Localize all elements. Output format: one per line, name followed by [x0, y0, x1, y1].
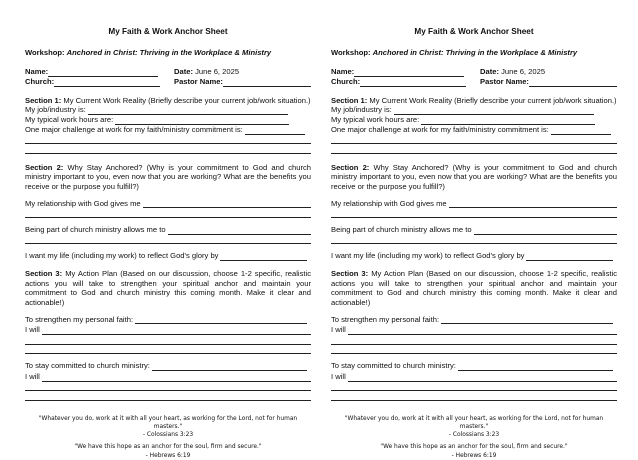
workshop-label: Workshop: [331, 47, 371, 57]
ministry-commit-label: To stay committed to church ministry: [331, 361, 456, 371]
quote-colossians: "Whatever you do, work at it with all your heart, as working for the Lord, not for human masters." [344, 415, 604, 430]
job-industry-field[interactable] [394, 107, 594, 115]
section-2-label: Section 2: [331, 162, 370, 172]
personal-faith-label: To strengthen my personal faith: [25, 314, 134, 324]
answer-line[interactable] [331, 135, 617, 145]
date-value: June 6, 2025 [195, 67, 240, 77]
answer-line[interactable] [331, 335, 617, 345]
quote-colossians-ref: - Colossians 3:23 [448, 432, 500, 439]
work-hours-field[interactable] [115, 117, 289, 125]
name-field[interactable] [354, 69, 464, 77]
church-label: Church: [25, 76, 55, 86]
ministry-commit-label: To stay committed to church ministry: [25, 361, 150, 371]
church-field[interactable] [360, 79, 466, 87]
workshop-name: Anchored in Christ: Thriving in the Workplace & Ministry [372, 47, 578, 57]
name-field[interactable] [48, 69, 158, 77]
answer-line[interactable] [25, 235, 311, 245]
personal-faith-field[interactable] [135, 316, 307, 324]
scripture-quotes [25, 415, 311, 460]
section-1 [25, 96, 311, 154]
section-3 [331, 269, 617, 308]
section-3-text: My Action Plan (Based on our discussion, choose 1-2 specific, realistic actions you will take to strengthen your spiritual anchor and maintain your commitment to God and church ministry this coming month. Make it clear and actionable!) [331, 268, 617, 307]
church-pastor-row [25, 77, 311, 87]
section-2 [331, 163, 617, 192]
section-1-text: My Current Work Reality (Briefly describe your current job/work situation.) [63, 95, 311, 105]
personal-faith-label: To strengthen my personal faith: [331, 314, 440, 324]
will-field[interactable] [348, 374, 617, 382]
answer-line[interactable] [25, 391, 311, 401]
relationship-god-label: My relationship with God gives me [331, 198, 447, 208]
quote-colossians-ref: - Colossians 3:23 [142, 432, 194, 439]
pastor-field[interactable] [529, 79, 617, 87]
reflect-glory-label: I want my life (including my work) to reflect God's glory by [25, 251, 219, 261]
answer-line[interactable] [25, 345, 311, 355]
answer-line[interactable] [331, 391, 617, 401]
job-industry-field[interactable] [88, 107, 288, 115]
section-1 [331, 96, 617, 154]
date-label: Date: [480, 67, 499, 77]
will-field[interactable] [42, 374, 311, 382]
name-label: Name: [331, 67, 355, 77]
church-ministry-label: Being part of church ministry allows me to [25, 224, 166, 234]
anchor-sheet-right [331, 0, 617, 459]
personal-faith-field[interactable] [441, 316, 613, 324]
will-label: I will [331, 325, 346, 335]
date-label: Date: [174, 67, 193, 77]
church-pastor-row [331, 77, 617, 87]
ministry-commit-field[interactable] [152, 363, 307, 371]
section-1-label: Section 1: [25, 95, 62, 105]
answer-line[interactable] [25, 335, 311, 345]
section-1-text: My Current Work Reality (Briefly describe your current job/work situation.) [369, 95, 617, 105]
job-industry-label: My job/industry is: [25, 105, 86, 115]
answer-line[interactable] [25, 208, 311, 218]
will-label: I will [331, 371, 346, 381]
name-label: Name: [25, 67, 49, 77]
work-hours-label: My typical work hours are: [25, 115, 114, 125]
work-hours-field[interactable] [421, 117, 595, 125]
church-ministry-label: Being part of church ministry allows me to [331, 224, 472, 234]
reflect-glory-field[interactable] [526, 253, 613, 261]
section-2-text: Why Stay Anchored? (Why is your commitment to God and church ministry important to you, even now that you are working? What are the benefits you receive or the purpose you fulfill?) [25, 162, 311, 191]
quote-hebrews-ref: - Hebrews 6:19 [145, 452, 191, 459]
section-2-label: Section 2: [25, 162, 64, 172]
church-field[interactable] [54, 79, 160, 87]
sheet-title: My Faith & Work Anchor Sheet [414, 27, 534, 36]
reflect-glory-field[interactable] [220, 253, 307, 261]
relationship-god-field[interactable] [143, 200, 311, 208]
scripture-quotes [331, 415, 617, 460]
answer-line[interactable] [25, 382, 311, 392]
answer-line[interactable] [25, 135, 311, 145]
pastor-label: Pastor Name: [174, 76, 223, 86]
answer-line[interactable] [25, 144, 311, 154]
workshop-name: Anchored in Christ: Thriving in the Workplace & Ministry [66, 47, 272, 57]
section-3-text: My Action Plan (Based on our discussion, choose 1-2 specific, realistic actions you will take to strengthen your spiritual anchor and maintain your commitment to God and church ministry this coming month. Make it clear and actionable!) [25, 268, 311, 307]
challenge-label: One major challenge at work for my faith/ministry commitment is: [331, 124, 549, 134]
church-label: Church: [331, 76, 361, 86]
anchor-sheet-left [25, 0, 311, 459]
quote-hebrews-ref: - Hebrews 6:19 [451, 452, 497, 459]
ministry-commit-field[interactable] [458, 363, 613, 371]
quote-hebrews: "We have this hope as an anchor for the soul, firm and secure." [380, 444, 568, 451]
challenge-field[interactable] [551, 127, 611, 135]
workshop-line [25, 48, 311, 58]
challenge-label: One major challenge at work for my faith/ministry commitment is: [25, 124, 243, 134]
pastor-label: Pastor Name: [480, 76, 529, 86]
answer-line[interactable] [331, 382, 617, 392]
quote-hebrews: "We have this hope as an anchor for the soul, firm and secure." [74, 444, 262, 451]
section-2 [25, 163, 311, 192]
answer-line[interactable] [331, 144, 617, 154]
will-label: I will [25, 325, 40, 335]
date-value: June 6, 2025 [501, 67, 546, 77]
answer-line[interactable] [331, 208, 617, 218]
pastor-field[interactable] [223, 79, 311, 87]
answer-line[interactable] [331, 345, 617, 355]
will-label: I will [25, 371, 40, 381]
workshop-label: Workshop: [25, 47, 65, 57]
job-industry-label: My job/industry is: [331, 105, 392, 115]
work-hours-label: My typical work hours are: [331, 115, 420, 125]
section-3-label: Section 3: [331, 268, 369, 278]
answer-line[interactable] [331, 235, 617, 245]
quote-colossians: "Whatever you do, work at it with all your heart, as working for the Lord, not for human masters." [38, 415, 298, 430]
name-date-row [331, 67, 617, 77]
name-date-row [25, 67, 311, 77]
section-2-text: Why Stay Anchored? (Why is your commitment to God and church ministry important to you, even now that you are working? What are the benefits you receive or the purpose you fulfill?) [331, 162, 617, 191]
section-3 [25, 269, 311, 308]
sheet-title: My Faith & Work Anchor Sheet [108, 27, 228, 36]
will-field[interactable] [42, 327, 311, 335]
workshop-line [331, 48, 617, 58]
church-ministry-field[interactable] [168, 227, 311, 235]
section-1-label: Section 1: [331, 95, 368, 105]
church-ministry-field[interactable] [474, 227, 617, 235]
relationship-god-label: My relationship with God gives me [25, 198, 141, 208]
section-3-label: Section 3: [25, 268, 63, 278]
relationship-god-field[interactable] [449, 200, 617, 208]
will-field[interactable] [348, 327, 617, 335]
reflect-glory-label: I want my life (including my work) to reflect God's glory by [331, 251, 525, 261]
challenge-field[interactable] [245, 127, 305, 135]
